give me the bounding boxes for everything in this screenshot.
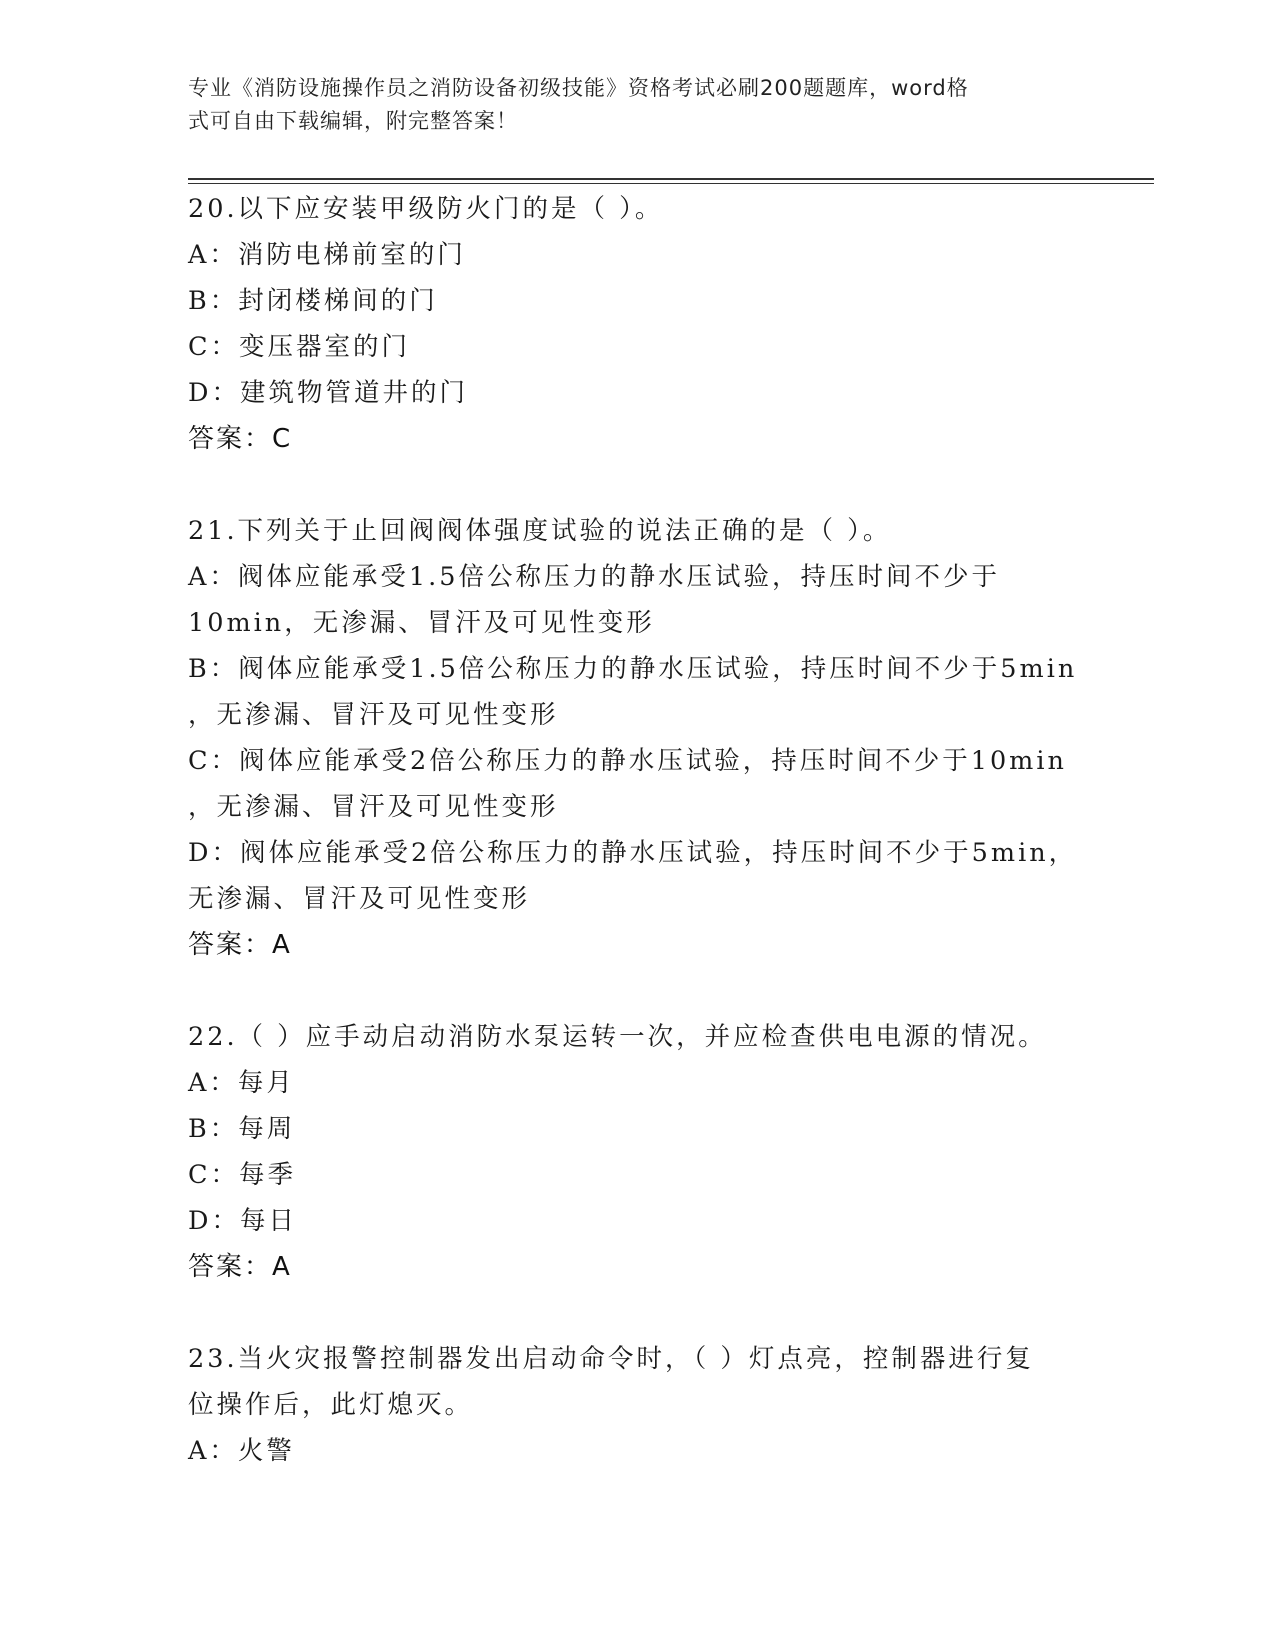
question-stem: 23.当火灾报警控制器发出启动命令时，（ ）灯点亮，控制器进行复 bbox=[188, 1344, 1034, 1374]
question-stem: 21.下列关于止回阀阀体强度试验的说法正确的是（ ）。 bbox=[188, 516, 892, 546]
answer-option: C：阀体应能承受2倍公称压力的静水压试验，持压时间不少于10min bbox=[188, 746, 1067, 776]
answer-option: D：每日 bbox=[188, 1206, 297, 1236]
answer-option: C：变压器室的门 bbox=[188, 332, 411, 362]
question-item bbox=[188, 186, 1088, 462]
answer-option: B：每周 bbox=[188, 1114, 296, 1144]
answer-option: D：建筑物管道井的门 bbox=[188, 378, 468, 408]
document-header bbox=[188, 72, 1068, 138]
question-stem: 22.（ ）应手动启动消防水泵运转一次，并应检查供电电源的情况。 bbox=[188, 1022, 1047, 1052]
answer-option: A：火警 bbox=[188, 1436, 295, 1466]
question-item bbox=[188, 508, 1088, 968]
answer-option: C：每季 bbox=[188, 1160, 297, 1190]
answer-option: 10min，无渗漏、冒汗及可见性变形 bbox=[188, 608, 655, 638]
correct-answer: 答案：C bbox=[188, 424, 293, 454]
answer-option: A：消防电梯前室的门 bbox=[188, 240, 466, 270]
header-divider-thick bbox=[188, 178, 1154, 180]
question-list bbox=[188, 186, 1088, 1474]
question-stem: 20.以下应安装甲级防火门的是（ ）。 bbox=[188, 194, 664, 224]
question-stem: 位操作后，此灯熄灭。 bbox=[188, 1390, 474, 1420]
answer-option: D：阀体应能承受2倍公称压力的静水压试验，持压时间不少于5min， bbox=[188, 838, 1078, 868]
question-item bbox=[188, 1014, 1088, 1290]
answer-option: B：封闭楼梯间的门 bbox=[188, 286, 438, 316]
header-line-1: 专业《消防设施操作员之消防设备初级技能》资格考试必刷200题题库，word格 bbox=[188, 76, 969, 100]
question-item bbox=[188, 1336, 1088, 1474]
answer-option: 无渗漏、冒汗及可见性变形 bbox=[188, 884, 531, 914]
header-line-2: 式可自由下载编辑，附完整答案！ bbox=[188, 109, 518, 133]
correct-answer: 答案：A bbox=[188, 930, 292, 960]
answer-option: ，无渗漏、冒汗及可见性变形 bbox=[188, 700, 559, 730]
answer-option: ，无渗漏、冒汗及可见性变形 bbox=[188, 792, 559, 822]
header-divider-thin bbox=[188, 183, 1154, 184]
correct-answer: 答案：A bbox=[188, 1252, 292, 1282]
answer-option: B：阀体应能承受1.5倍公称压力的静水压试验，持压时间不少于5min bbox=[188, 654, 1078, 684]
answer-option: A：每月 bbox=[188, 1068, 295, 1098]
answer-option: A：阀体应能承受1.5倍公称压力的静水压试验，持压时间不少于 bbox=[188, 562, 1000, 592]
